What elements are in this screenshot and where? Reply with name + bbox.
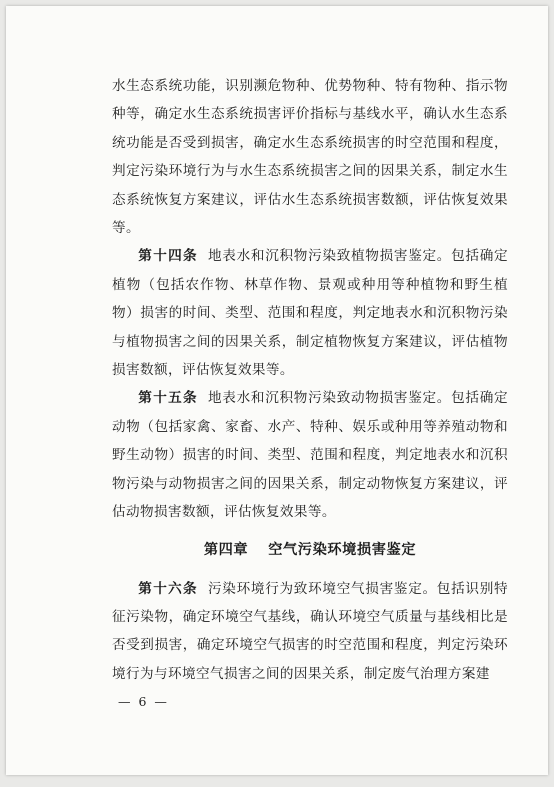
article-heading: 第十六条 (138, 580, 198, 597)
article-text: 污染环境行为致环境空气损害鉴定。包括识别特征污染物，确定环境空气基线，确认环境空气质量与基线相比是否受到损害，确定环境空气损害的时空范围和程度，判定污染环境行为与环境空气损害之间的因果关系，制定废气治理方案建 (112, 580, 508, 682)
chapter-heading (112, 535, 508, 565)
document-page (6, 6, 548, 775)
paragraph-text: 水生态系统功能，识别濒危物种、优势物种、特有物种、指示物种等，确定水生态系统损害评价指标与基线水平，确认水生态系统功能是否受到损害，确定水生态系统损害的时空范围和程度，判定污染环境行为与水生态系统损害之间的因果关系，制定水生态系统恢复方案建议，评估水生态系统损害数额，评估恢复效果等。 (112, 78, 508, 237)
chapter-number: 第四章 (203, 541, 249, 558)
chapter-title: 空气污染环境损害鉴定 (268, 541, 417, 558)
page-number: — 6 — (118, 694, 169, 709)
article-15 (112, 384, 508, 526)
article-16 (112, 575, 508, 689)
article-text: 地表水和沉积物污染致植物损害鉴定。包括确定植物（包括农作物、林草作物、景观或种用等种植物和野生植物）损害的时间、类型、范围和程度，判定地表水和沉积物污染与植物损害之间的因果关系，制定植物恢复方案建议，评估植物损害数额，评估恢复效果等。 (112, 248, 508, 379)
article-text: 地表水和沉积物污染致动物损害鉴定。包括确定动物（包括家禽、家畜、水产、特种、娱乐或种用等养殖动物和野生动物）损害的时间、类型、范围和程度，判定地表水和沉积物污染与动物损害之间的因果关系，制定动物恢复方案建议，评估动物损害数额，评估恢复效果等。 (112, 390, 508, 521)
article-heading: 第十五条 (138, 390, 198, 407)
article-heading: 第十四条 (138, 248, 198, 265)
document-body (112, 72, 508, 688)
paragraph-continuation (112, 72, 508, 242)
article-14 (112, 242, 508, 384)
